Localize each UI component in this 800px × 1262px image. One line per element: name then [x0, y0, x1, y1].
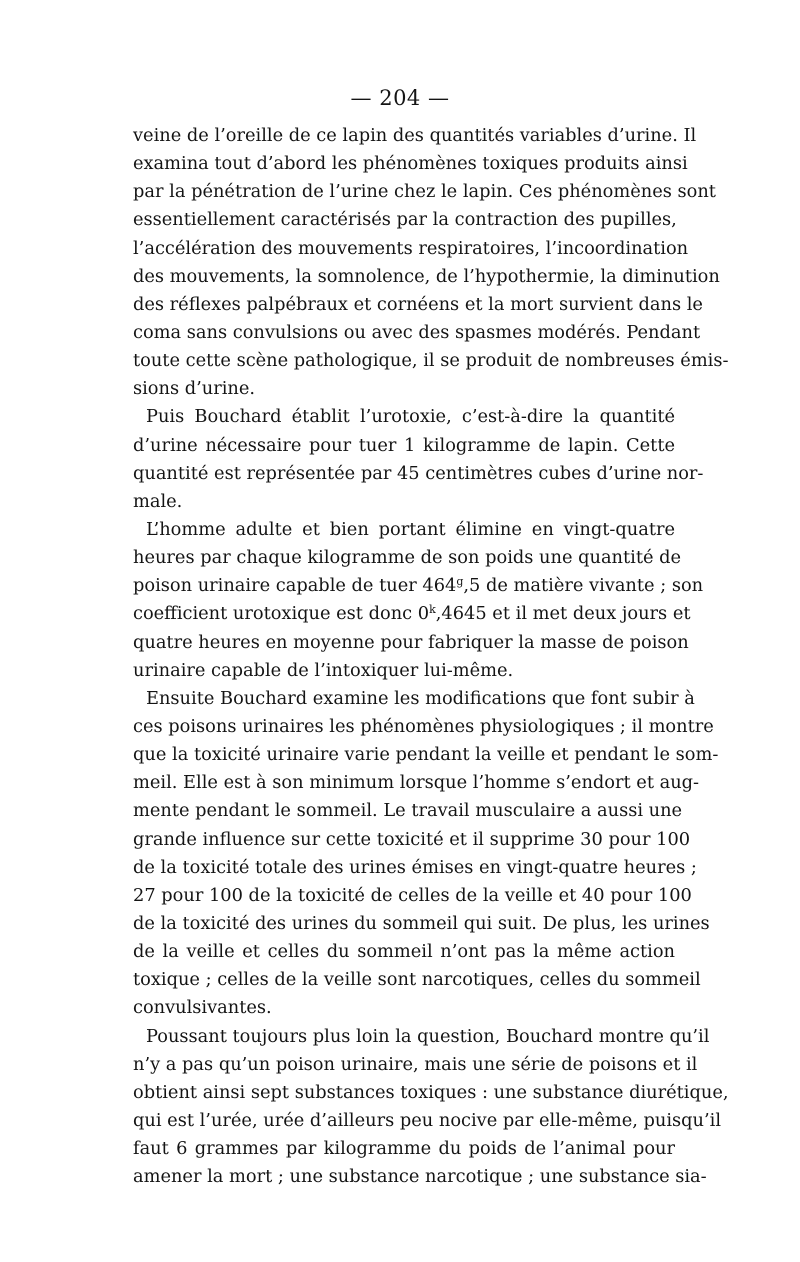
paragraph-start-line: Puis Bouchard établit l’urotoxie, c’est-à-dire la quantité — [146, 406, 675, 428]
text-line: quatre heures en moyenne pour fabriquer la masse de poison — [133, 631, 689, 653]
text-line: examina tout d’abord les phénomènes toxiques produits ainsi — [133, 153, 688, 175]
unit-superscript: g — [456, 575, 464, 589]
text-line: urinaire capable de l’intoxiquer lui-même. — [133, 659, 514, 681]
paragraph-start-line: Ensuite Bouchard examine les modifications que font subir à — [146, 687, 695, 709]
text-line — [133, 572, 704, 600]
text-line: heures par chaque kilogramme de son poids une quantité de — [133, 547, 682, 569]
text-line: sions d’urine. — [133, 378, 256, 400]
text-line: amener la mort ; une substance narcotique ; une substance sia- — [133, 1166, 707, 1188]
text-line: male. — [133, 490, 183, 512]
text-line: n’y a pas qu’un poison urinaire, mais une série de poisons et il — [133, 1053, 698, 1075]
text-fragment: poison urinaire capable de tuer 464 — [133, 575, 457, 597]
text-line: grande influence sur cette toxicité et il supprime 30 pour 100 — [133, 828, 691, 850]
text-line: des mouvements, la somnolence, de l’hypothermie, la diminution — [133, 265, 720, 287]
text-line: convulsivantes. — [133, 997, 272, 1019]
paragraph-start-line: L’homme adulte et bien portant élimine en vingt-quatre — [146, 518, 675, 540]
text-line: quantité est représentée par 45 centimètres cubes d’urine nor- — [133, 462, 704, 484]
text-line: meil. Elle est à son minimum lorsque l’homme s’endort et aug- — [133, 772, 700, 794]
text-line: de la veille et celles du sommeil n’ont pas la même action — [133, 941, 675, 963]
paragraph-start-line: Poussant toujours plus loin la question, Bouchard montre qu’il — [146, 1025, 710, 1047]
page-number: — 204 — — [350, 86, 450, 110]
text-line: qui est l’urée, urée d’ailleurs peu nocive par elle-même, puisqu’il — [133, 1109, 722, 1131]
text-line: de la toxicité des urines du sommeil qui suit. De plus, les urines — [133, 912, 710, 934]
text-fragment: ,4645 et il met deux jours et — [435, 603, 691, 625]
text-fragment: coefficient urotoxique est donc 0 — [133, 603, 430, 625]
text-line: essentiellement caractérisés par la contraction des pupilles, — [133, 209, 677, 231]
unit-superscript: k — [429, 603, 436, 617]
text-line: 27 pour 100 de la toxicité de celles de la veille et 40 pour 100 — [133, 884, 692, 906]
text-line: l’accélération des mouvements respiratoires, l’incoordination — [133, 237, 689, 259]
text-line: toute cette scène pathologique, il se produit de nombreuses émis- — [133, 350, 729, 372]
text-line: ces poisons urinaires les phénomènes physiologiques ; il montre — [133, 715, 714, 737]
text-line: que la toxicité urinaire varie pendant la veille et pendant le som- — [133, 744, 719, 766]
text-line: veine de l’oreille de ce lapin des quantités variables d’urine. Il — [133, 125, 697, 146]
text-fragment: ,5 de matière vivante ; son — [463, 575, 704, 597]
text-line: par la pénétration de l’urine chez le lapin. Ces phénomènes sont — [133, 181, 716, 203]
text-line: obtient ainsi sept substances toxiques : une substance diurétique, — [133, 1081, 729, 1103]
text-line — [133, 600, 691, 628]
text-line: coma sans convulsions ou avec des spasmes modérés. Pendant — [133, 321, 701, 343]
text-line: mente pendant le sommeil. Le travail musculaire a aussi une — [133, 800, 683, 822]
text-line: des réflexes palpébraux et cornéens et la mort survient dans le — [133, 293, 703, 315]
body-text — [133, 122, 729, 1191]
text-line: toxique ; celles de la veille sont narcotiques, celles du sommeil — [133, 969, 701, 991]
text-line: d’urine nécessaire pour tuer 1 kilogramme de lapin. Cette — [133, 434, 675, 456]
text-line: de la toxicité totale des urines émises en vingt-quatre heures ; — [133, 856, 697, 878]
text-line: faut 6 grammes par kilogramme du poids de l’animal pour — [133, 1138, 675, 1160]
